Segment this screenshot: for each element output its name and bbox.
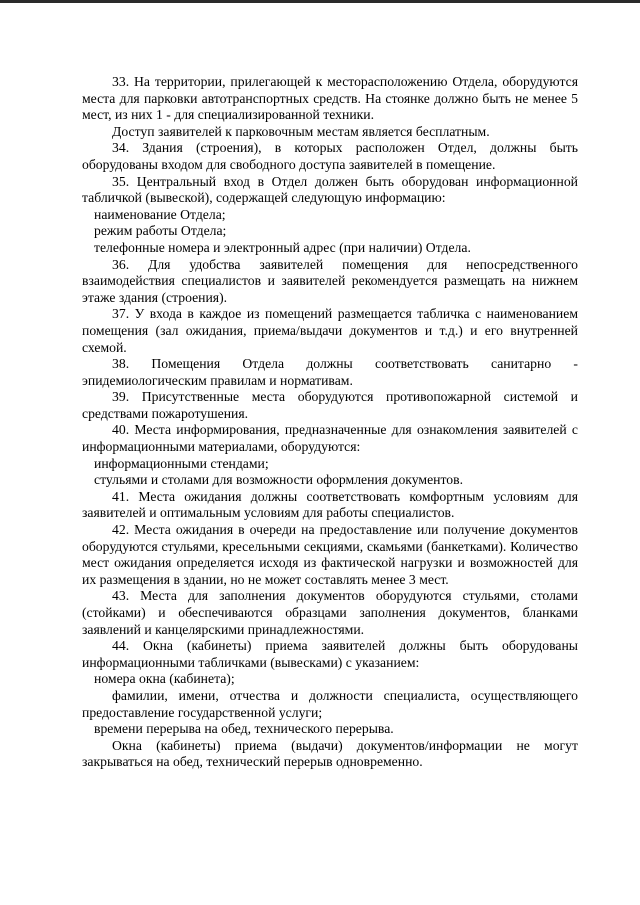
paragraph-windows-closing: Окна (кабинеты) приема (выдачи) документов/информации не могут закрываться на обед, технический перерыв одновременно.	[82, 737, 578, 770]
paragraph-43: 43. Места для заполнения документов оборудуются стульями, столами (стойками) и обеспечиваются образцами заполнения документов, бланками заявлений и канцелярскими принадлежностями.	[82, 588, 578, 637]
paragraph-42: 42. Места ожидания в очереди на предоставление или получение документов оборудуются стульями, кресельными секциями, скамьями (банкетками). Количество мест ожидания определяется исходя из фактической нагрузки и возможностей для их размещения в здании, но не может составлять менее 3 мест.	[82, 522, 578, 587]
paragraph-39: 39. Присутственные места оборудуются противопожарной системой и средствами пожаротушения.	[82, 389, 578, 421]
list-item-department-name: наименование Отдела;	[94, 206, 226, 222]
list-item-info-stands: информационными стендами;	[94, 455, 269, 471]
list-item-window-number: номера окна (кабинета);	[94, 671, 235, 687]
paragraph-38: 38. Помещения Отдела должны соответствовать санитарно - эпидемиологическим правилам и нормативам.	[82, 356, 578, 388]
list-item-working-hours: режим работы Отдела;	[94, 223, 227, 239]
top-border-line	[0, 0, 640, 3]
list-item-specialist-name: фамилии, имени, отчества и должности специалиста, осуществляющего предоставление государственной услуги;	[82, 687, 578, 720]
document-body	[82, 74, 578, 771]
paragraph-44: 44. Окна (кабинеты) приема заявителей должны быть оборудованы информационными табличками (вывесками) с указанием:	[82, 638, 578, 670]
paragraph-34: 34. Здания (строения), в которых расположен Отдел, должны быть оборудованы входом для свободного доступа заявителей в помещение.	[82, 140, 578, 172]
list-item-contacts: телефонные номера и электронный адрес (при наличии) Отдела.	[94, 239, 471, 255]
paragraph-40: 40. Места информирования, предназначенные для ознакомления заявителей с информационными материалами, оборудуются:	[82, 422, 578, 455]
paragraph-37: 37. У входа в каждое из помещений размещается табличка с наименованием помещения (зал ожидания, приема/выдачи документов и т.д.) и его внутренней схемой.	[82, 306, 578, 355]
paragraph-41: 41. Места ожидания должны соответствовать комфортным условиям для заявителей и оптимальным условиям для работы специалистов.	[82, 488, 578, 521]
paragraph-33: 33. На территории, прилегающей к месторасположению Отдела, оборудуются места для парковки автотранспортных средств. На стоянке должно быть не менее 5 мест, из них 1 - для специализированной техники.	[82, 74, 578, 123]
paragraph-35: 35. Центральный вход в Отдел должен быть оборудован информационной табличкой (вывеской), содержащей следующую информацию:	[82, 173, 578, 206]
paragraph-36: 36. Для удобства заявителей помещения для непосредственного взаимодействия специалистов и заявителей рекомендуется размещать на нижнем этаже здания (строения).	[82, 256, 578, 305]
list-item-chairs-tables: стульями и столами для возможности оформления документов.	[94, 472, 464, 488]
list-item-break-time: времени перерыва на обед, технического перерыва.	[94, 721, 394, 737]
paragraph-parking-free: Доступ заявителей к парковочным местам является бесплатным.	[112, 123, 490, 139]
